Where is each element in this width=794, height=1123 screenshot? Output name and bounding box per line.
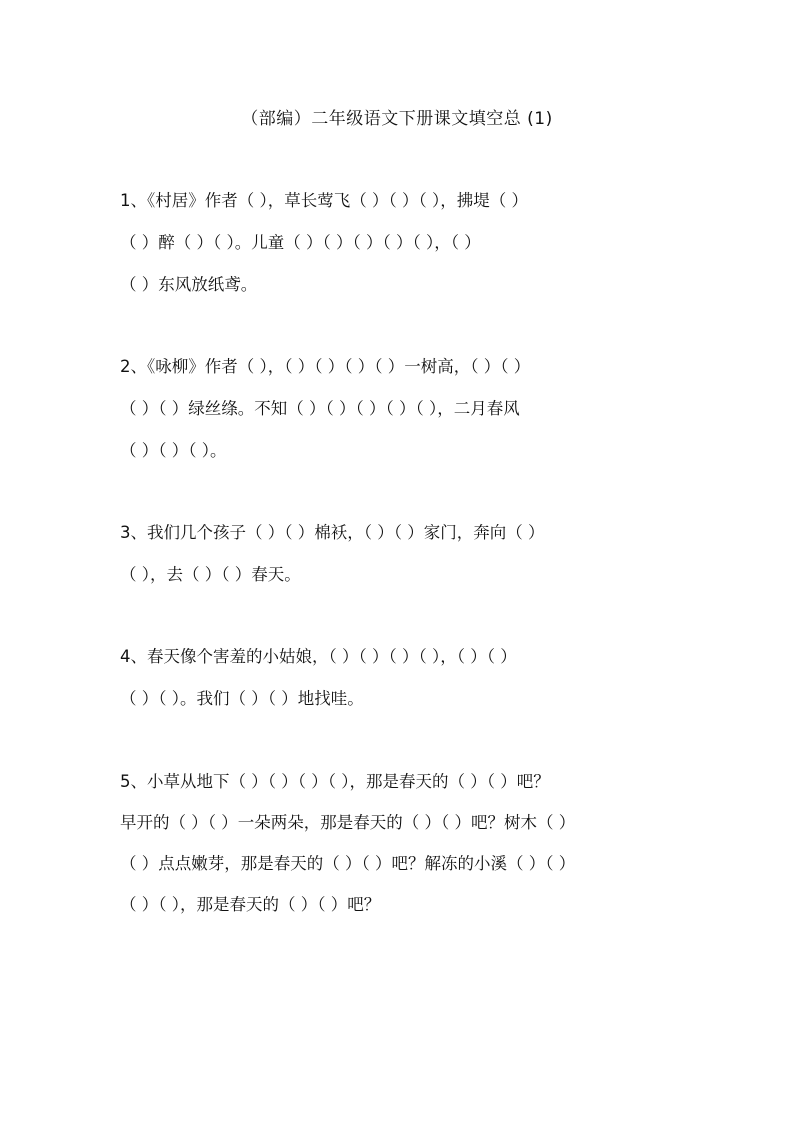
question-1-line-3: （ ）东风放纸鸢。 xyxy=(120,275,258,294)
question-5-line-4: （ ）（ ），那是春天的（ ）（ ）吧？ xyxy=(120,895,381,914)
question-2-line-1: 2、《咏柳》作者（ ），（ ）（ ）（ ）（ ）一树高，（ ）（ ） xyxy=(120,357,531,376)
question-5-line-3: （ ）点点嫩芽，那是春天的（ ）（ ）吧？解冻的小溪（ ）（ ） xyxy=(120,854,576,873)
page-title: （部编）二年级语文下册课文填空总 (1) xyxy=(241,109,553,129)
question-5-line-1: 5、小草从地下（ ）（ ）（ ）（ ），那是春天的（ ）（ ）吧？ xyxy=(120,772,550,791)
question-4-line-1: 4、春天像个害羞的小姑娘，（ ）（ ）（ ）（ ），（ ）（ ） xyxy=(120,647,517,666)
question-5-line-2: 早开的（ ）（ ）一朵两朵，那是春天的（ ）（ ）吧？树木（ ） xyxy=(120,813,576,832)
question-1-line-2: （ ）醉（ ）（ ）。儿童（ ）（ ）（ ）（ ）（ ），（ ） xyxy=(120,233,481,252)
question-4-line-2: （ ）（ ）。我们（ ）（ ）地找哇。 xyxy=(120,689,364,708)
question-2-line-2: （ ）（ ）绿丝绦。不知（ ）（ ）（ ）（ ）（ ），二月春风 xyxy=(120,399,520,418)
question-1-line-1: 1、《村居》作者（ ），草长莺飞（ ）（ ）（ ），拂堤（ ） xyxy=(120,191,528,210)
question-3-line-2: （ ），去（ ）（ ）春天。 xyxy=(120,565,301,584)
question-3-line-1: 3、我们几个孩子（ ）（ ）棉袄，（ ）（ ）家门，奔向（ ） xyxy=(120,523,545,542)
question-2-line-3: （ ）（ ）（ ）。 xyxy=(120,441,227,460)
